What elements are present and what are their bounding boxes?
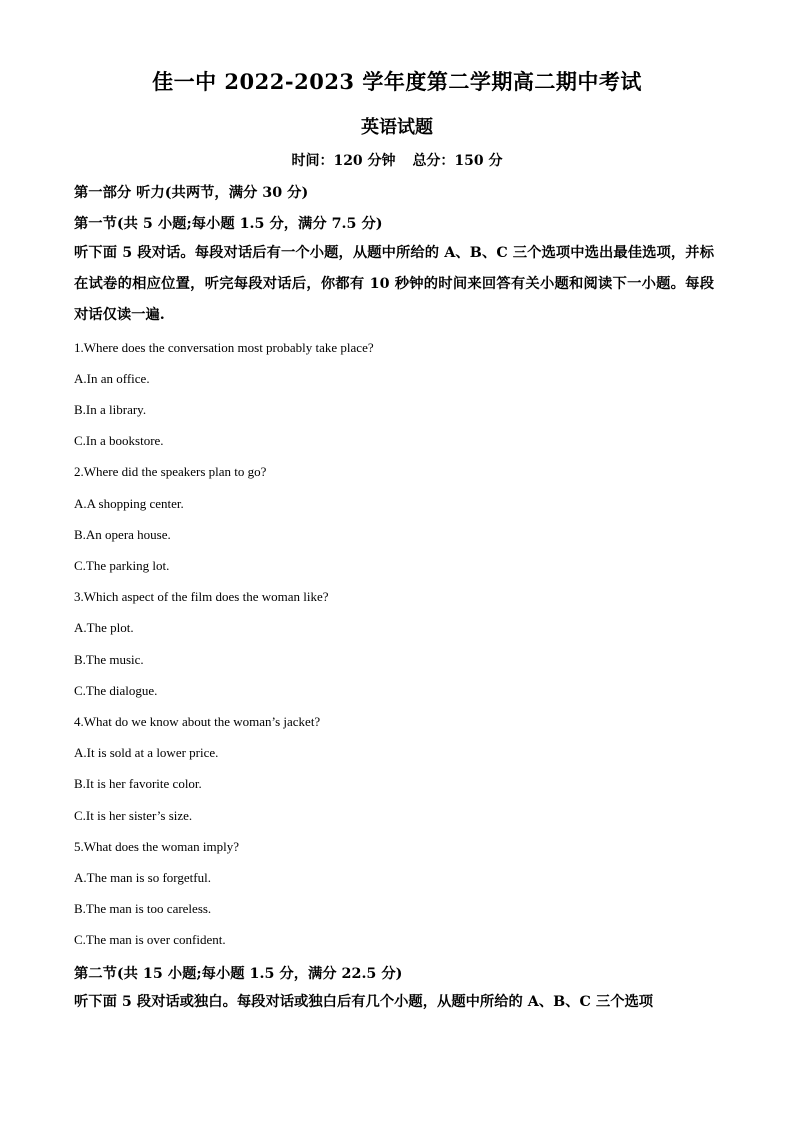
question-text: 3.Which aspect of the film does the woman like? (74, 589, 329, 604)
option-b: B.The man is too careless. (74, 901, 212, 916)
question-text: 4.What do we know about the woman’s jacket? (74, 714, 321, 729)
section-instructions: 听下面 5 段对话或独白。每段对话或独白后有几个小题，从题中所给的 A、B、C 三个选项 (74, 994, 654, 1010)
question-text: 2.Where did the speakers plan to go? (74, 464, 267, 479)
exam-title: 佳一中 2022-2023 学年度第二学期高二期中考试 (152, 69, 642, 94)
option-a: A.The plot. (74, 620, 134, 635)
option-c: C.In a bookstore. (74, 433, 164, 448)
exam-info (0, 150, 794, 170)
question-text: 5.What does the woman imply? (74, 839, 239, 854)
option-a: A.It is sold at a lower price. (74, 745, 219, 760)
subject-title: 英语试题 (361, 117, 433, 138)
option-c: C.The parking lot. (74, 558, 170, 573)
section-heading: 第一节(共 5 小题;每小题 1.5 分，满分 7.5 分) (74, 216, 383, 232)
option-c: C.The dialogue. (74, 683, 158, 698)
exam-time: 时间：120 分钟 (291, 153, 396, 169)
option-a: A.The man is so forgetful. (74, 870, 211, 885)
option-c: C.It is her sister’s size. (74, 808, 193, 823)
option-c: C.The man is over confident. (74, 932, 226, 947)
option-b: B.It is her favorite color. (74, 776, 202, 791)
option-a: A.A shopping center. (74, 496, 184, 511)
part-heading: 第一部分 听力(共两节，满分 30 分) (74, 185, 309, 201)
option-b: B.In a library. (74, 402, 147, 417)
exam-score: 总分：150 分 (412, 153, 503, 169)
option-b: B.An opera house. (74, 527, 171, 542)
option-a: A.In an office. (74, 371, 150, 386)
section-heading: 第二节(共 15 小题;每小题 1.5 分，满分 22.5 分) (74, 966, 403, 982)
option-b: B.The music. (74, 652, 144, 667)
section-instructions: 听下面 5 段对话。每段对话后有一个小题，从题中所给的 A、B、C 三个选项中选出最佳选项，并标在试卷的相应位置，听完每段对话后，你都有 10 秒钟的时间来回答有关小题和阅读下一小题。每段对话仅读一遍. (74, 245, 714, 323)
question-text: 1.Where does the conversation most probably take place? (74, 340, 374, 355)
